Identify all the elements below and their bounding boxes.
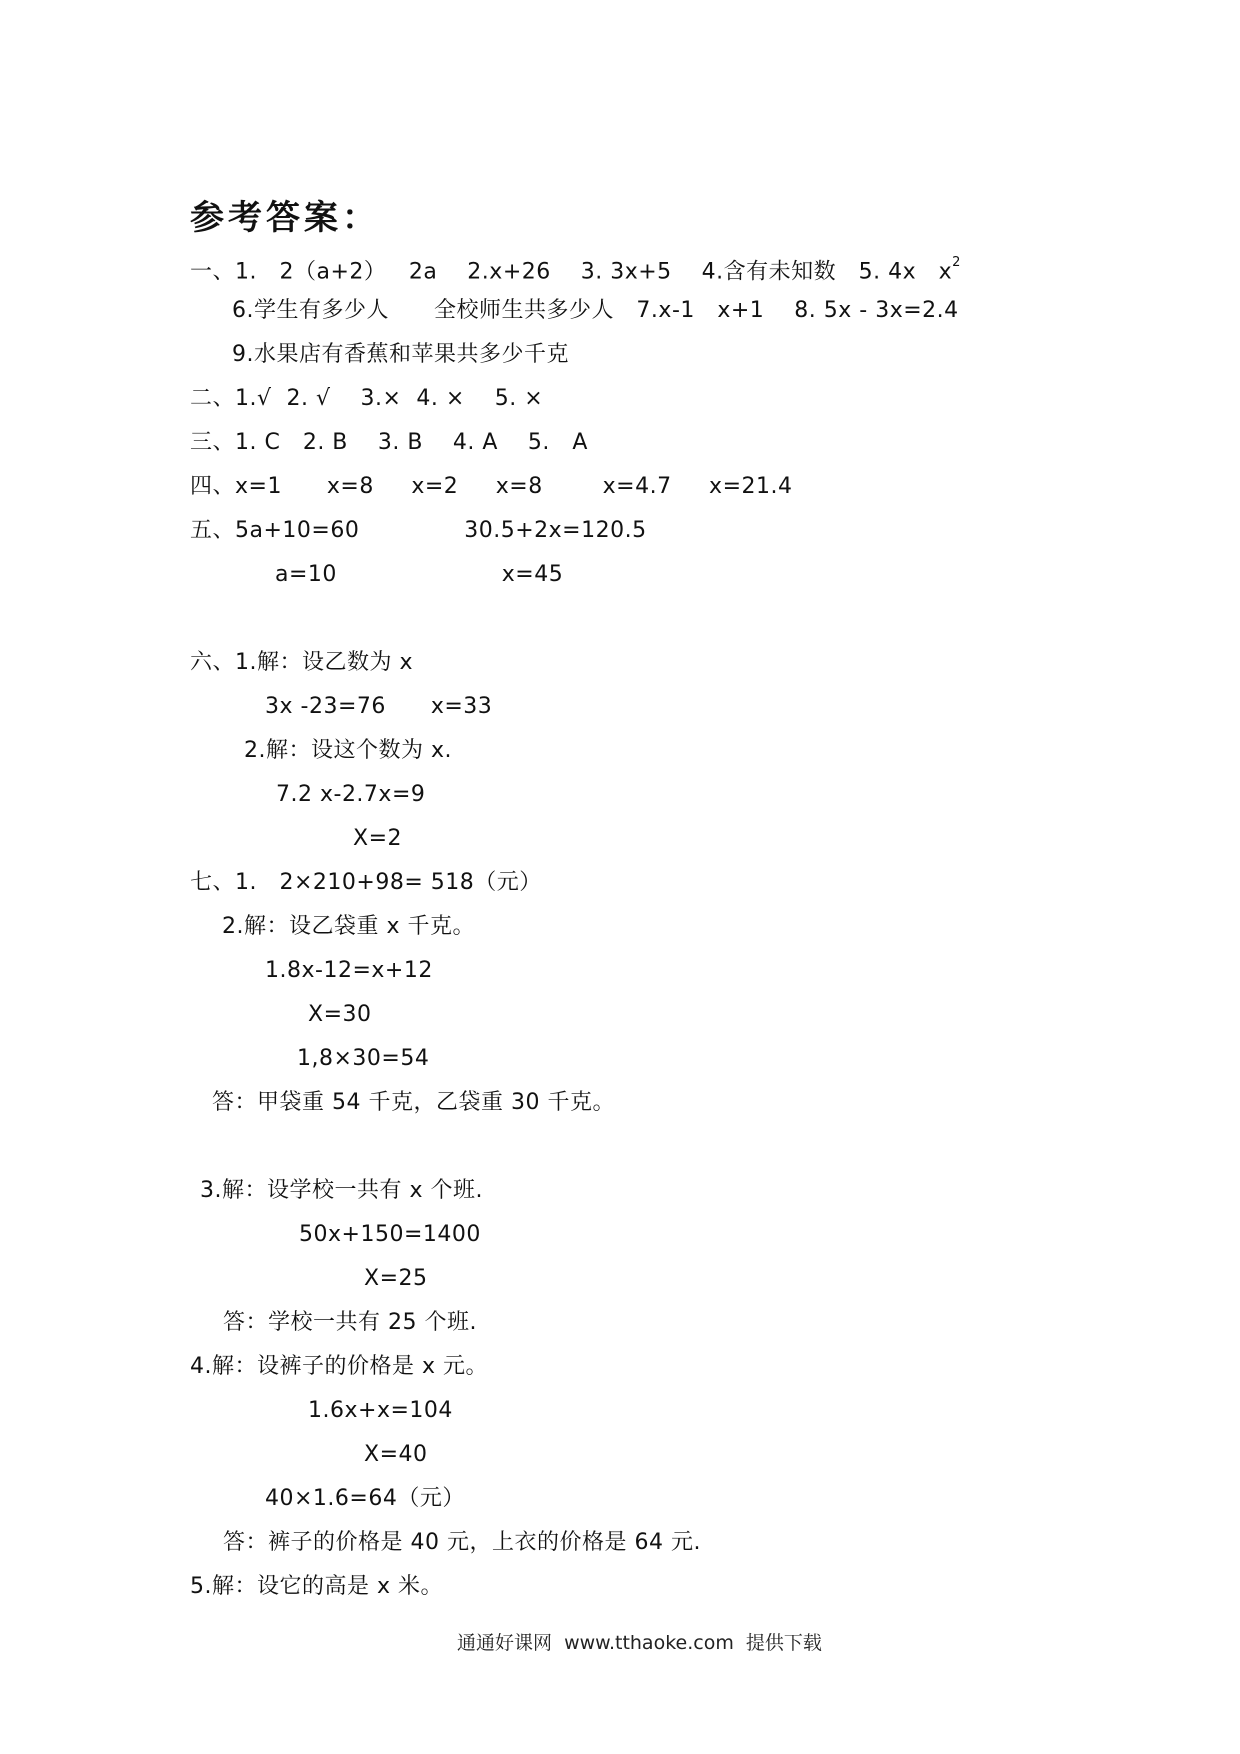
answer-line-19: 答：甲袋重 54 千克，乙袋重 30 千克。 — [212, 1090, 615, 1115]
answer-line-8: a=10 x=45 — [275, 562, 564, 587]
answer-line-28: 答：裤子的价格是 40 元，上衣的价格是 64 元. — [223, 1530, 701, 1555]
answer-line-24: 4.解：设裤子的价格是 x 元。 — [190, 1354, 488, 1379]
answer-line-14: 七、1. 2×210+98= 518（元） — [190, 870, 542, 895]
answer-line-2: 6.学生有多少人 全校师生共多少人 7.x-1 x+1 8. 5x - 3x=2.4 — [232, 298, 959, 323]
answer-line-22: X=25 — [364, 1266, 428, 1291]
answer-line-26: X=40 — [364, 1442, 428, 1467]
answer-line-20: 3.解：设学校一共有 x 个班. — [200, 1178, 483, 1203]
page-footer: 通通好课网 www.tthaoke.com 提供下载 — [457, 1632, 822, 1654]
page-title: 参考答案： — [190, 198, 380, 238]
answer-line-17: X=30 — [308, 1002, 372, 1027]
answer-line-11: 2.解：设这个数为 x. — [244, 738, 452, 763]
answer-line-4: 二、1.√ 2. √ 3.× 4. × 5. × — [190, 386, 544, 411]
answer-line-25: 1.6x+x=104 — [308, 1398, 453, 1423]
superscript-2: 2 — [952, 255, 961, 270]
answer-line-1-text: 一、1. 2（a+2） 2a 2.x+26 3. 3x+5 4.含有未知数 5. 4x x — [190, 259, 953, 285]
answer-line-1 — [190, 252, 961, 285]
answer-line-18: 1,8×30=54 — [297, 1046, 430, 1071]
answer-line-7: 五、5a+10=60 30.5+2x=120.5 — [190, 518, 647, 543]
answer-line-27: 40×1.6=64（元） — [265, 1486, 465, 1511]
answer-line-3: 9.水果店有香蕉和苹果共多少千克 — [232, 342, 569, 367]
answer-line-9: 六、1.解：设乙数为 x — [190, 650, 414, 675]
answer-line-23: 答：学校一共有 25 个班. — [223, 1310, 477, 1335]
answer-line-15: 2.解：设乙袋重 x 千克。 — [222, 914, 475, 939]
answer-line-6: 四、x=1 x=8 x=2 x=8 x=4.7 x=21.4 — [190, 474, 793, 499]
answer-line-5: 三、1. C 2. B 3. B 4. A 5. A — [190, 430, 588, 455]
answer-line-12: 7.2 x-2.7x=9 — [276, 782, 426, 807]
answer-line-29: 5.解：设它的高是 x 米。 — [190, 1574, 443, 1599]
answer-line-16: 1.8x-12=x+12 — [265, 958, 433, 983]
answer-line-21: 50x+150=1400 — [299, 1222, 481, 1247]
answer-line-13: X=2 — [353, 826, 403, 851]
answer-line-10: 3x -23=76 x=33 — [265, 694, 493, 719]
